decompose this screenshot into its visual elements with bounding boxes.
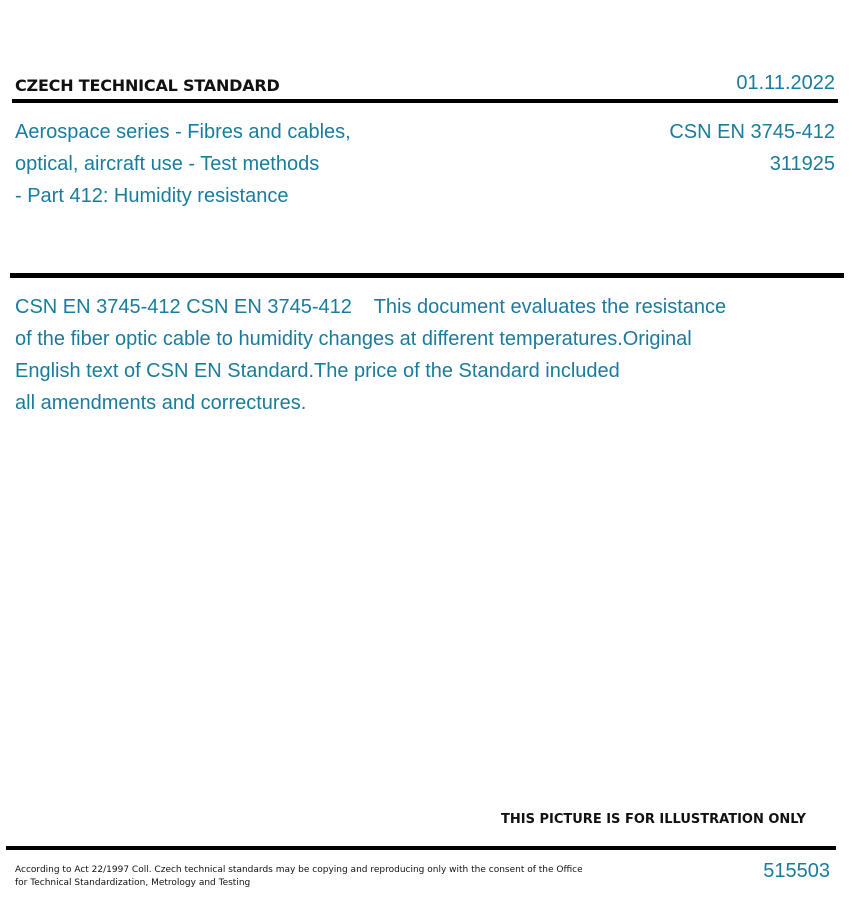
document-heading: CZECH TECHNICAL STANDARD	[15, 76, 280, 95]
description-line: CSN EN 3745-412 CSN EN 3745-412 This document evaluates the resistance	[15, 296, 727, 318]
document-number: 515503	[763, 860, 830, 882]
standard-description	[15, 291, 805, 419]
standard-identifiers	[669, 116, 835, 180]
description-line: of the fiber optic cable to humidity changes at different temperatures.Original	[15, 328, 692, 350]
illustration-notice: THIS PICTURE IS FOR ILLUSTRATION ONLY	[501, 812, 806, 827]
standard-title	[15, 116, 435, 212]
legal-notice-line: for Technical Standardization, Metrology and Testing	[15, 878, 251, 888]
legal-notice-line: According to Act 22/1997 Coll. Czech technical standards may be copying and reproducing only with the consent of the Office	[15, 865, 583, 875]
legal-notice	[15, 864, 595, 890]
standard-title-line: optical, aircraft use - Test methods	[15, 153, 320, 175]
description-line: English text of CSN EN Standard.The price of the Standard included	[15, 360, 620, 382]
standard-title-line: Aerospace series - Fibres and cables,	[15, 121, 351, 143]
classification-number: 311925	[769, 153, 835, 175]
standard-code: CSN EN 3745-412	[669, 121, 835, 143]
description-line: all amendments and correctures.	[15, 392, 307, 414]
publication-date: 01.11.2022	[736, 72, 835, 94]
title-divider	[10, 273, 844, 278]
footer-divider	[6, 846, 836, 850]
standard-title-line: - Part 412: Humidity resistance	[15, 185, 289, 207]
header-divider	[12, 99, 838, 103]
